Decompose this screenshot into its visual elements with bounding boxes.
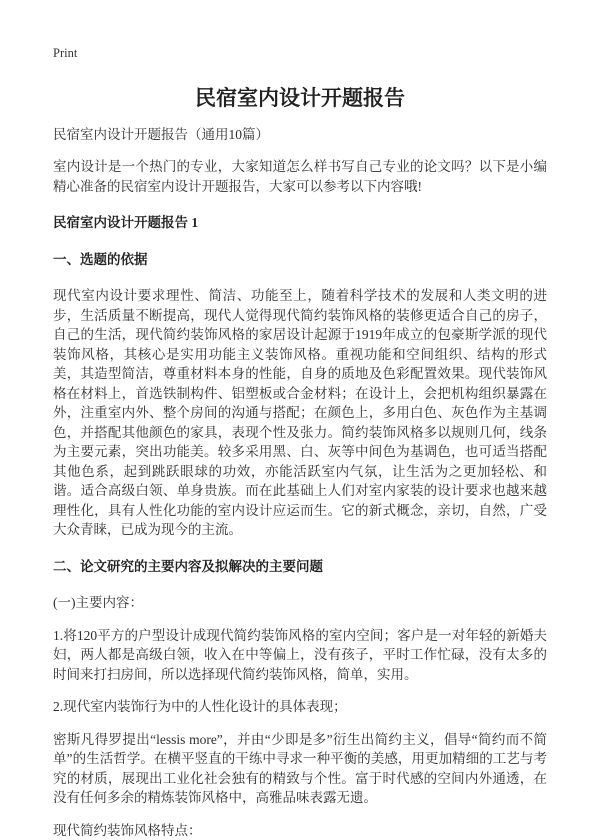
paragraph-style-features-label: 现代简约装饰风格特点：	[53, 821, 547, 840]
intro-paragraph: 室内设计是一个热门的专业，大家知道怎么样书写自己专业的论文吗？以下是小编精心准备的民宿室内设计开题报告，大家可以参考以下内容哦!	[53, 157, 547, 196]
paragraph-basis-body: 现代室内设计要求理性、简洁、功能至上，随着科学技术的发展和人类文明的进步，生活质量不断提高，现代人觉得现代简约装饰风格的装修更适合自己的房子，自己的生活，现代简约装饰风格的家居设计起源于1919年成立的包豪斯学派的现代装饰风格，其核心是实用功能主义装饰风格。重视功能和空间组织、结构的形式美，其造型简洁，尊重材料本身的性能，自身的质地及色彩配置效果。现代装饰风格在材料上，首选铁制构件、铝塑板或合金材料；在设计上，会把机构组织暴露在外，注重室内外、整个房间的沟通与搭配；在颜色上，多用白色、灰色作为主基调色，并搭配其他颜色的家具，表现个性及张力。简约装饰风格多以规则几何，线条为主要元素，突出功能美。较多采用黑、白、灰等中间色为基调色，也可适当搭配其他色系，起到跳跃眼球的功效，亦能活跃室内气氛，让生活为之更加轻松、和谐。适合高级白领、单身贵族。而在此基础上人们对室内家装的设计要求也越来越理性化，具有人性化功能的室内设计应运而生。它的新式概念，亲切，自然，广受大众青睐，已成为现今的主流。	[53, 286, 547, 540]
section-heading-report-1: 民宿室内设计开题报告 1	[53, 213, 547, 233]
paragraph-item-1: 1.将120平方的户型设计成现代简约装饰风格的室内空间；客户是一对年轻的新婚夫妇，两人都是高级白领，收入在中等偏上，没有孩子，平时工作忙碌，没有太多的时间来打扫房间，所以选择现代简约装饰风格，简单，实用。	[53, 626, 547, 685]
document-subtitle: 民宿室内设计开题报告（通用10篇）	[53, 125, 547, 144]
paragraph-item-2: 2.现代室内装饰行为中的人性化设计的具体表现；	[53, 697, 547, 717]
paragraph-less-is-more: 密斯凡得罗提出“lessis more”，并由“少即是多”衍生出简约主义，倡导“简约而不简单”的生活哲学。在横平竖直的干练中寻求一种平衡的美感，用更加精细的工艺与考究的材质，展现出工业化社会独有的精致与个性。富于时代感的空间内外通透，在没有任何多余的精炼装饰风格中，高雅品味表露无遗。	[53, 730, 547, 808]
section-heading-research-content: 二、论文研究的主要内容及拟解决的主要问题	[53, 557, 547, 577]
paragraph-main-content-label: (一)主要内容：	[53, 593, 547, 613]
print-link[interactable]: Print	[53, 46, 77, 61]
document-title: 民宿室内设计开题报告	[53, 85, 547, 111]
section-heading-basis: 一、选题的依据	[53, 250, 547, 270]
